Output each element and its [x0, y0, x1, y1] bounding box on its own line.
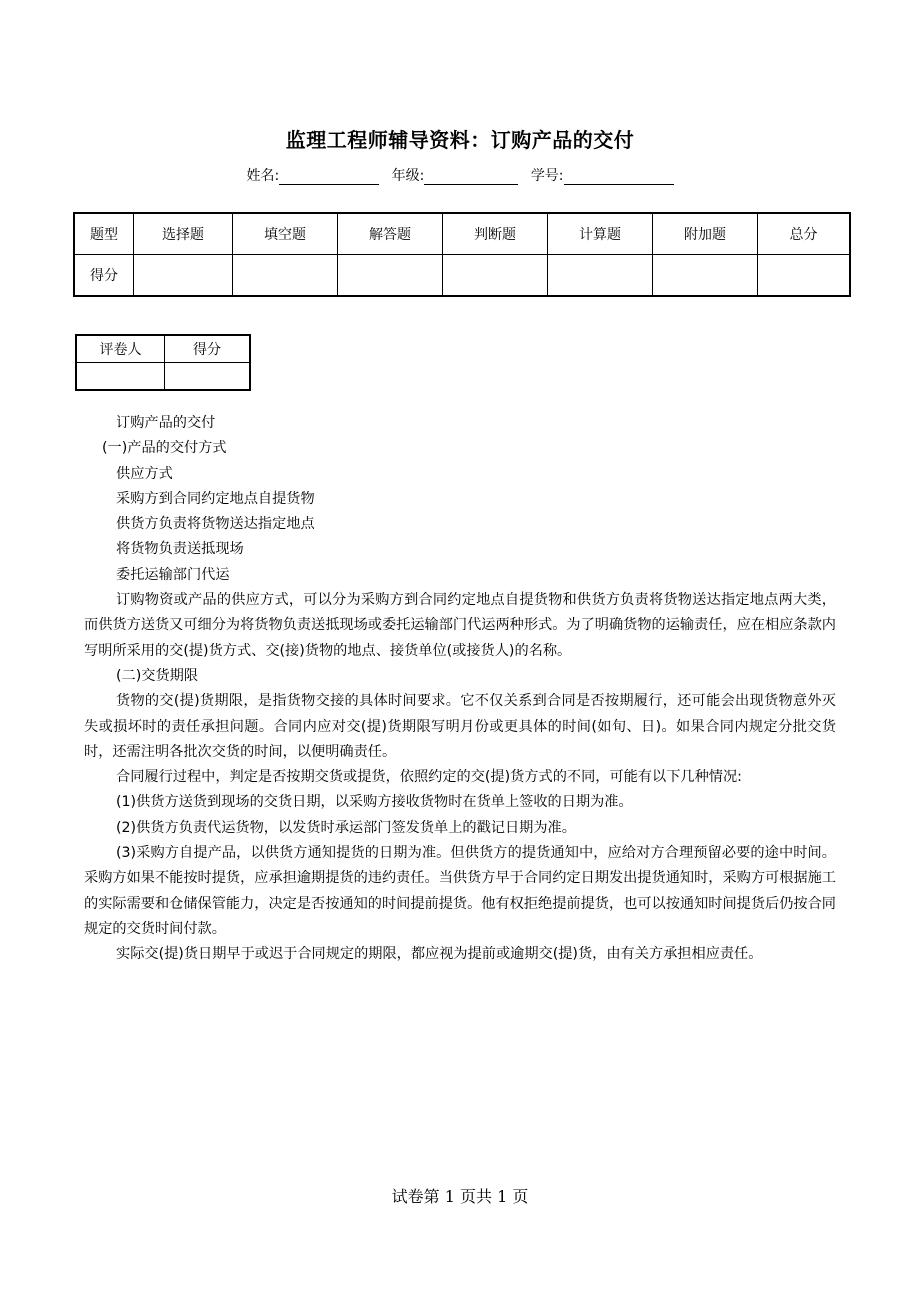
- name-field: [246, 165, 379, 185]
- id-blank[interactable]: [564, 170, 674, 185]
- name-label: 姓名:: [246, 168, 280, 184]
- id-field: [531, 165, 674, 185]
- score-header-cell: 题型: [74, 213, 134, 255]
- grade-blank[interactable]: [424, 170, 518, 185]
- section-heading: (二)交货期限: [116, 667, 199, 684]
- paragraph: 订购产品的交付: [116, 415, 216, 431]
- article-body: [84, 411, 836, 968]
- score-header-cell: 附加题: [653, 213, 758, 255]
- grade-field: [392, 165, 519, 185]
- score-header-row: [74, 213, 850, 255]
- paragraph: 委托运输部门代运: [116, 566, 230, 583]
- grade-label: 年级:: [391, 168, 425, 184]
- section-heading: (一)产品的交付方式: [102, 440, 227, 457]
- grader-table: [75, 334, 251, 391]
- student-info: [0, 165, 920, 185]
- paragraph: (1)供货方送货到现场的交货日期，以采购方接收货物时在货单上签收的日期为准。: [116, 794, 633, 811]
- paragraph: 采购方到合同约定地点自提货物: [116, 490, 315, 507]
- score-cell[interactable]: [338, 255, 443, 297]
- score-cell[interactable]: [653, 255, 758, 297]
- score-header-cell: 填空题: [233, 213, 338, 255]
- grader-value-row: [76, 363, 250, 391]
- grader-header-cell: 评卷人: [76, 335, 165, 363]
- score-row-label: 得分: [74, 255, 134, 297]
- score-header-cell: 计算题: [548, 213, 653, 255]
- score-header-cell: 总分: [758, 213, 851, 255]
- paragraph: 将货物负责送抵现场: [116, 541, 244, 558]
- page-footer: 试卷第 1 页共 1 页: [391, 1187, 529, 1206]
- score-cell[interactable]: [134, 255, 233, 297]
- score-cell[interactable]: [443, 255, 548, 297]
- id-label: 学号:: [530, 168, 564, 184]
- score-cell[interactable]: [548, 255, 653, 297]
- score-cell[interactable]: [758, 255, 851, 297]
- paragraph: 供货方负责将货物送达指定地点: [116, 516, 315, 533]
- paragraph: 货物的交(提)货期限，是指货物交接的具体时间要求。它不仅关系到合同是否按期履行，还可能会出现货物意外灭失或损坏时的责任承担问题。合同内应对交(提)货期限写明月份或更具体的时间(如旬、日)。如果合同内规定分批交货时，还需注明各批次交货的时间，以便明确责任。: [84, 693, 836, 760]
- grader-header-row: [76, 335, 250, 363]
- grader-cell[interactable]: [76, 363, 165, 391]
- score-header-cell: 选择题: [134, 213, 233, 255]
- paragraph: 订购物资或产品的供应方式，可以分为采购方到合同约定地点自提货物和供货方负责将货物送达指定地点两大类，而供货方送货又可细分为将货物负责送抵现场或委托运输部门代运两种形式。为了明确货物的运输责任，应在相应条款内写明所采用的交(提)货方式、交(接)货物的地点、接货单位(或接货人)的名称。: [84, 592, 836, 659]
- paragraph: (2)供货方负责代运货物，以发货时承运部门签发货单上的戳记日期为准。: [116, 819, 576, 836]
- score-header-cell: 解答题: [338, 213, 443, 255]
- score-header-cell: 判断题: [443, 213, 548, 255]
- paragraph: 供应方式: [116, 465, 173, 482]
- paragraph: 合同履行过程中，判定是否按期交货或提货，依照约定的交(提)货方式的不同，可能有以下几种情况:: [116, 769, 742, 786]
- grader-header-cell: 得分: [165, 335, 251, 363]
- grader-cell[interactable]: [165, 363, 251, 391]
- score-value-row: [74, 255, 850, 297]
- page-title: 监理工程师辅导资料：订购产品的交付: [285, 128, 635, 152]
- name-blank[interactable]: [279, 170, 379, 185]
- score-table: [73, 212, 851, 297]
- paragraph: 实际交(提)货日期早于或迟于合同规定的期限，都应视为提前或逾期交(提)货，由有关方承担相应责任。: [116, 946, 763, 963]
- paragraph: (3)采购方自提产品，以供货方通知提货的日期为准。但供货方的提货通知中，应给对方合理预留必要的途中时间。采购方如果不能按时提货，应承担逾期提货的违约责任。当供货方早于合同约定日期发出提货通知时，采购方可根据施工的实际需要和仓储保管能力，决定是否按通知的时间提前提货。他有权拒绝提前提货，也可以按通知时间提货后仍按合同规定的交货时间付款。: [84, 845, 836, 937]
- score-cell[interactable]: [233, 255, 338, 297]
